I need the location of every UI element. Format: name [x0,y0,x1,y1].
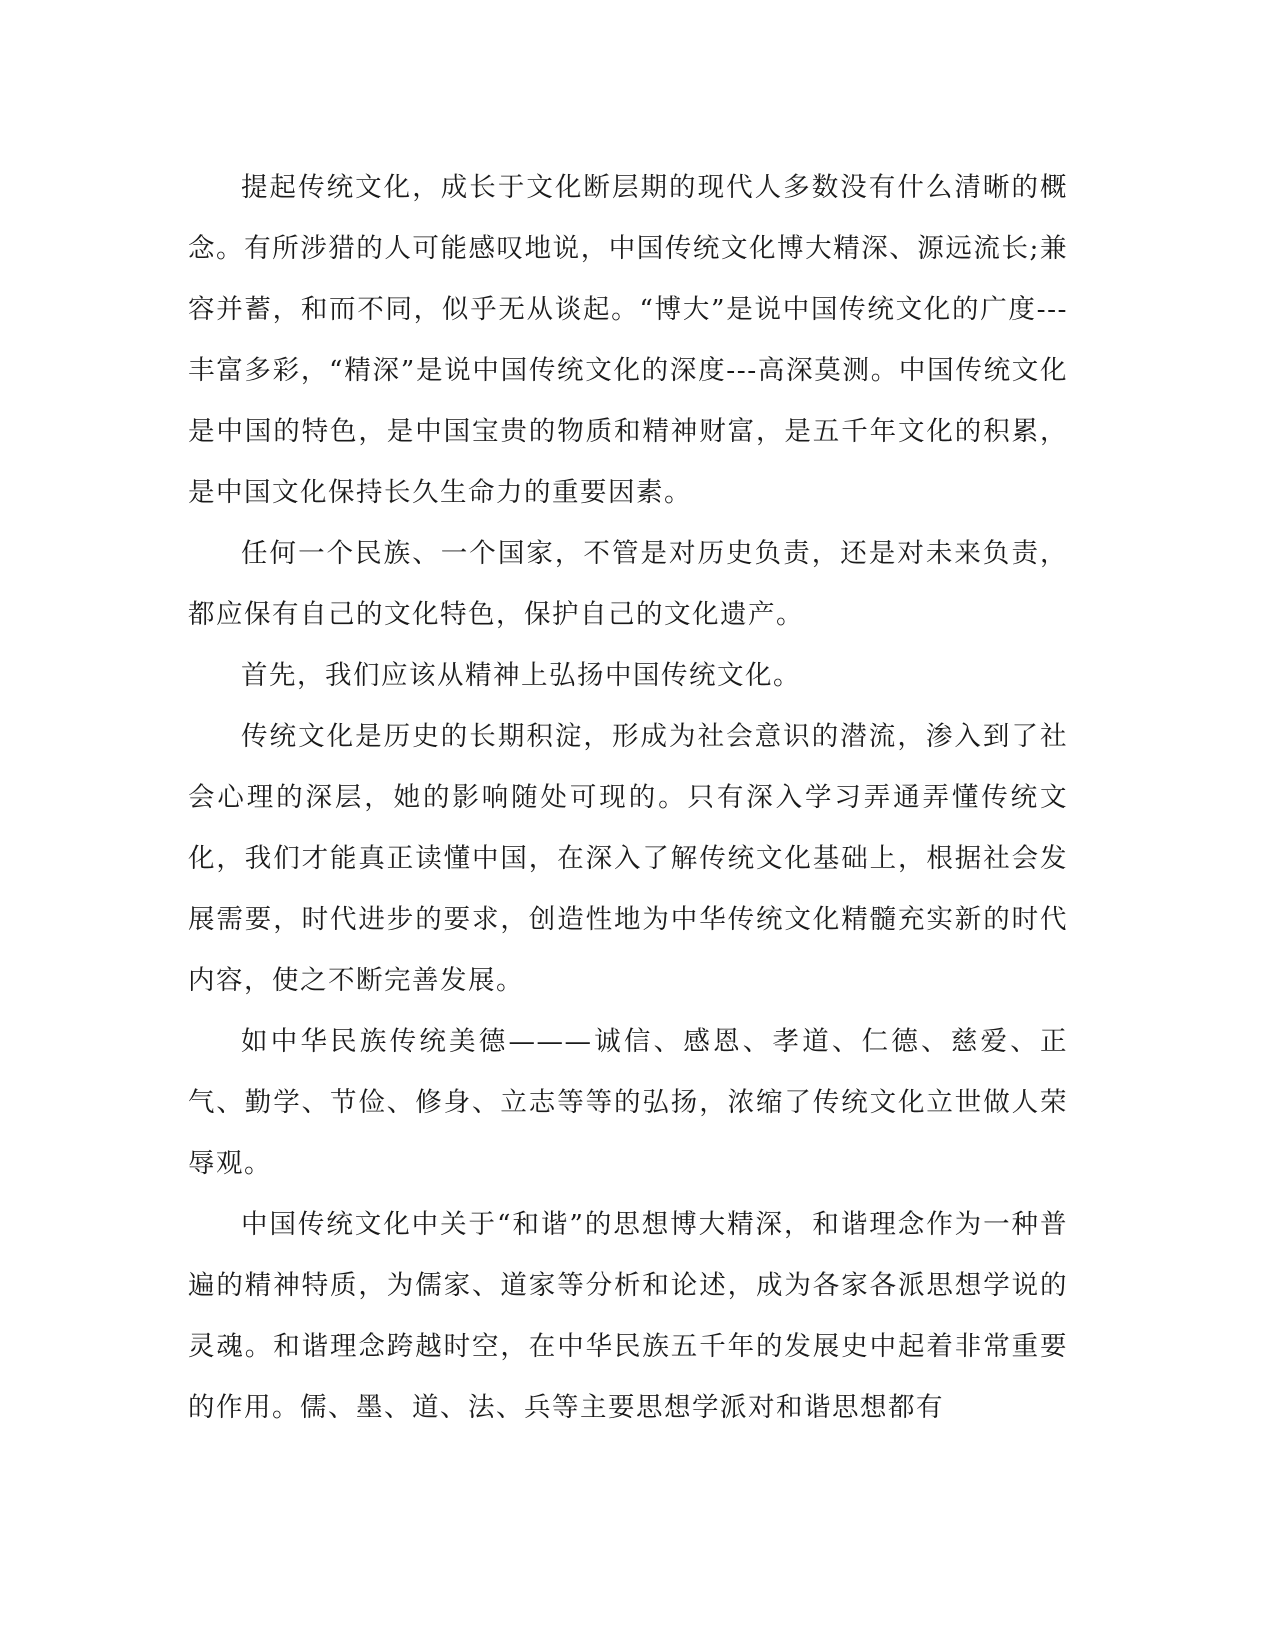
paragraph-5: 如中华民族传统美德———诚信、感恩、孝道、仁德、慈爱、正气、勤学、节俭、修身、立志等等的弘扬，浓缩了传统文化立世做人荣辱观。 [188,1026,1068,1179]
document-body [188,157,1068,1438]
paragraph-2: 任何一个民族、一个国家，不管是对历史负责，还是对未来负责，都应保有自己的文化特色，保护自己的文化遗产。 [188,538,1068,630]
paragraph-1: 提起传统文化，成长于文化断层期的现代人多数没有什么清晰的概念。有所涉猎的人可能感叹地说，中国传统文化博大精深、源远流长;兼容并蓄，和而不同，似乎无从谈起。“博大”是说中国传统文化的广度---丰富多彩，“精深”是说中国传统文化的深度---高深莫测。中国传统文化是中国的特色，是中国宝贵的物质和精神财富，是五千年文化的积累，是中国文化保持长久生命力的重要因素。 [188,172,1068,508]
paragraph-4: 传统文化是历史的长期积淀，形成为社会意识的潜流，渗入到了社会心理的深层，她的影响随处可现的。只有深入学习弄通弄懂传统文化，我们才能真正读懂中国，在深入了解传统文化基础上，根据社会发展需要，时代进步的要求，创造性地为中华传统文化精髓充实新的时代内容，使之不断完善发展。 [188,721,1068,996]
paragraph-6: 中国传统文化中关于“和谐”的思想博大精深，和谐理念作为一种普遍的精神特质，为儒家、道家等分析和论述，成为各家各派思想学说的灵魂。和谐理念跨越时空，在中华民族五千年的发展史中起着非常重要的作用。儒、墨、道、法、兵等主要思想学派对和谐思想都有 [188,1209,1068,1423]
paragraph-3: 首先，我们应该从精神上弘扬中国传统文化。 [241,660,801,691]
